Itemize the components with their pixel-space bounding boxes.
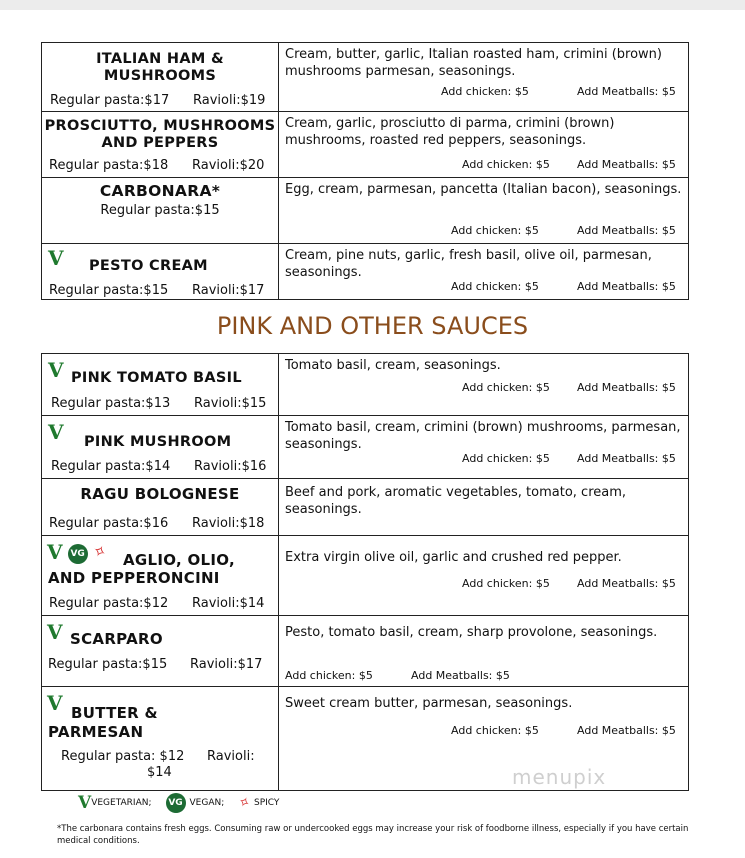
- item-name-cell: [42, 616, 279, 687]
- menu-row: [42, 244, 689, 300]
- item-description-cell: [279, 178, 689, 244]
- add-chicken: Add chicken: $5: [451, 724, 539, 737]
- legend-spicy: [235, 793, 280, 813]
- legend: [78, 793, 293, 813]
- item-name-cell: [42, 354, 279, 416]
- ravioli-price: Ravioli:$19: [193, 93, 266, 108]
- add-chicken: Add chicken: $5: [462, 577, 550, 590]
- item-name: PINK TOMATO BASIL: [71, 370, 242, 386]
- menu-table-top: [41, 42, 689, 300]
- item-description-cell: [279, 616, 689, 687]
- regular-price: Regular pasta:$12: [49, 596, 169, 611]
- menu-row: [42, 354, 689, 416]
- ravioli-price: Ravioli:$17: [192, 283, 265, 298]
- ravioli-price: Ravioli:$18: [192, 516, 265, 531]
- add-chicken: Add chicken: $5: [462, 452, 550, 465]
- item-description-cell: [279, 354, 689, 416]
- item-name-cell: [42, 536, 279, 616]
- add-meatballs: Add Meatballs: $5: [577, 85, 676, 98]
- item-description: Egg, cream, parmesan, pancetta (Italian bacon), seasonings.: [285, 182, 682, 197]
- leaf-v-icon: V: [78, 793, 92, 813]
- add-meatballs: Add Meatballs: $5: [411, 669, 510, 682]
- menu-row: [42, 112, 689, 178]
- item-description-cell: [279, 112, 689, 178]
- item-name: ITALIAN HAM & MUSHROOMS: [96, 51, 224, 84]
- ravioli-price-value: $14: [147, 765, 172, 780]
- menu-row: [42, 43, 689, 112]
- item-description-cell: [279, 536, 689, 616]
- item-description: Sweet cream butter, parmesan, seasonings.: [285, 696, 573, 711]
- vegetarian-icon-wrap: [48, 248, 64, 268]
- ravioli-price: Ravioli:$17: [190, 657, 263, 672]
- leaf-v-icon: V: [47, 540, 63, 564]
- item-name-cell: [42, 178, 279, 244]
- vg-badge-icon: VG: [166, 793, 186, 813]
- item-description: Cream, garlic, prosciutto di parma, crimini (brown) mushrooms, roasted red peppers, seasonings.: [285, 116, 615, 148]
- item-description-cell: [279, 244, 689, 300]
- item-name-cell: [42, 416, 279, 479]
- item-description-cell: [279, 687, 689, 791]
- add-meatballs: Add Meatballs: $5: [577, 280, 676, 293]
- regular-price: Regular pasta:$13: [51, 396, 171, 411]
- vegetarian-icon-wrap: [47, 622, 63, 642]
- item-name-line1: BUTTER &: [71, 704, 158, 722]
- vegetarian-icon-wrap: [48, 360, 64, 380]
- item-description-cell: [279, 479, 689, 536]
- item-name: PROSCIUTTO, MUSHROOMS AND PEPPERS: [44, 118, 276, 151]
- add-meatballs: Add Meatballs: $5: [577, 452, 676, 465]
- regular-price: Regular pasta:$14: [51, 459, 171, 474]
- add-chicken: Add chicken: $5: [462, 381, 550, 394]
- item-name-cell: [42, 244, 279, 300]
- chili-pepper-icon: ✧: [89, 540, 110, 563]
- leaf-v-icon: V: [47, 620, 63, 644]
- chili-pepper-icon: ✧: [235, 793, 253, 813]
- item-name-cell: [42, 687, 279, 791]
- item-description: Cream, butter, garlic, Italian roasted ham, crimini (brown) mushrooms parmesan, seasonings.: [285, 47, 662, 79]
- add-meatballs: Add Meatballs: $5: [577, 224, 676, 237]
- item-description: Extra virgin olive oil, garlic and crushed red pepper.: [285, 550, 622, 565]
- ravioli-price: Ravioli:$14: [192, 596, 265, 611]
- item-name: PINK MUSHROOM: [84, 434, 232, 450]
- item-description: Tomato basil, cream, seasonings.: [285, 358, 501, 373]
- item-description: Tomato basil, cream, crimini (brown) mushrooms, parmesan, seasonings.: [285, 420, 681, 452]
- regular-price: Regular pasta:$18: [49, 158, 169, 173]
- vg-badge-icon: VG: [68, 544, 88, 564]
- legend-vegetarian-label: VEGETARIAN;: [91, 798, 152, 808]
- regular-price: Regular pasta:$15: [48, 657, 168, 672]
- leaf-v-icon: V: [48, 420, 64, 444]
- regular-price: Regular pasta: $12: [61, 749, 185, 764]
- regular-price: Regular pasta:$16: [49, 516, 169, 531]
- add-chicken: Add chicken: $5: [451, 224, 539, 237]
- item-name: SCARPARO: [70, 630, 163, 648]
- diet-icons: [47, 540, 110, 564]
- menu-row: [42, 536, 689, 616]
- item-name-line2: PARMESAN: [48, 723, 144, 741]
- footnote: *The carbonara contains fresh eggs. Consuming raw or undercooked eggs may increase your risk of foodborne illness, especially if you have certain medical conditions.: [57, 824, 689, 846]
- menu-table-bottom: [41, 353, 689, 791]
- vegetarian-icon-wrap: [48, 422, 64, 442]
- section-title: PINK AND OTHER SAUCES: [216, 312, 529, 340]
- ravioli-price: Ravioli:$20: [192, 158, 265, 173]
- watermark: menupix: [512, 765, 607, 789]
- item-description: Pesto, tomato basil, cream, sharp provolone, seasonings.: [285, 625, 658, 640]
- menu-row: [42, 178, 689, 244]
- item-description: Beef and pork, aromatic vegetables, tomato, cream, seasonings.: [285, 485, 627, 517]
- add-meatballs: Add Meatballs: $5: [577, 381, 676, 394]
- legend-vegan: [166, 793, 225, 813]
- leaf-v-icon: V: [48, 246, 64, 270]
- menu-row: [42, 616, 689, 687]
- item-name-cell: [42, 43, 279, 112]
- legend-spicy-label: SPICY: [253, 798, 280, 808]
- regular-price: Regular pasta:$15: [100, 203, 220, 218]
- item-name-cell: [42, 479, 279, 536]
- add-meatballs: Add Meatballs: $5: [577, 724, 676, 737]
- item-description: Cream, pine nuts, garlic, fresh basil, olive oil, parmesan, seasonings.: [285, 248, 652, 280]
- leaf-v-icon: V: [47, 691, 63, 715]
- legend-vegetarian: [78, 793, 152, 813]
- leaf-v-icon: V: [48, 358, 64, 382]
- item-name-line1: AGLIO, OLIO,: [123, 551, 236, 569]
- item-description-cell: [279, 43, 689, 112]
- add-chicken: Add chicken: $5: [451, 280, 539, 293]
- regular-price: Regular pasta:$17: [50, 93, 170, 108]
- ravioli-price: Ravioli:$15: [194, 396, 267, 411]
- top-bar: [0, 0, 745, 10]
- add-meatballs: Add Meatballs: $5: [577, 577, 676, 590]
- vegetarian-icon-wrap: [47, 693, 63, 713]
- add-chicken: Add chicken: $5: [441, 85, 529, 98]
- add-meatballs: Add Meatballs: $5: [577, 158, 676, 171]
- menu-row: [42, 416, 689, 479]
- item-name: CARBONARA*: [99, 182, 221, 200]
- add-chicken: Add chicken: $5: [285, 669, 373, 682]
- menu-row: [42, 479, 689, 536]
- item-name: RAGU BOLOGNESE: [80, 485, 240, 503]
- ravioli-price: Ravioli:$16: [194, 459, 267, 474]
- item-name-cell: [42, 112, 279, 178]
- add-chicken: Add chicken: $5: [462, 158, 550, 171]
- item-description-cell: [279, 416, 689, 479]
- item-name-line2: AND PEPPERONCINI: [48, 569, 220, 587]
- ravioli-price: Ravioli:: [207, 749, 255, 764]
- regular-price: Regular pasta:$15: [49, 283, 169, 298]
- legend-vegan-label: VEGAN;: [189, 798, 225, 808]
- item-name: PESTO CREAM: [89, 258, 208, 274]
